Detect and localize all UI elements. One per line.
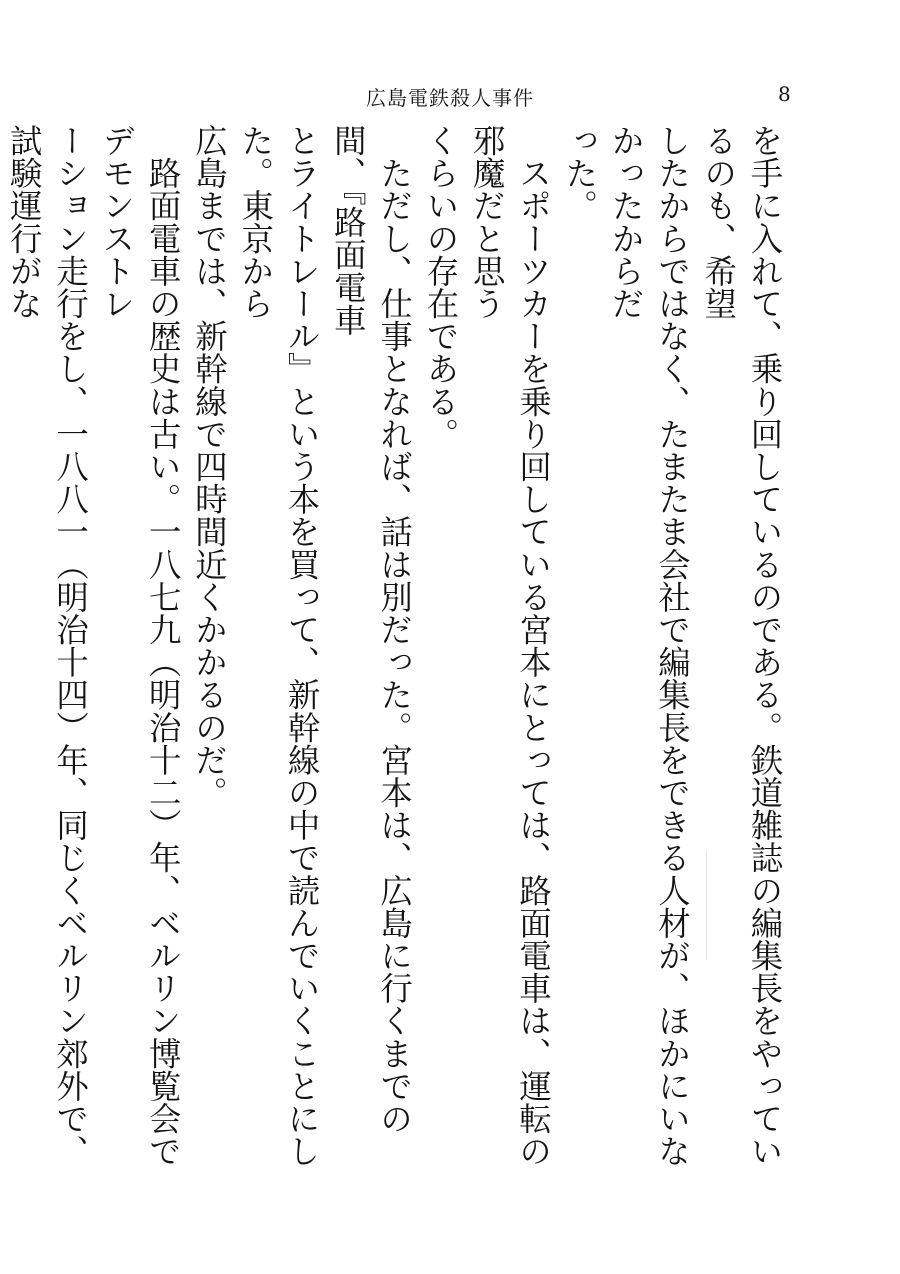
body-text: [5, 124, 788, 1184]
text-line: ただし、仕事となれば、話は別だった。宮本は、広島に行くまでの間、『路面電車: [329, 124, 414, 1135]
text-line: 広島までは、新幹線で四時間近くかかるのだ。: [190, 124, 229, 809]
text-line: くらいの存在である。: [421, 124, 460, 450]
page-number: 8: [778, 82, 791, 106]
text-line: 路面電車の歴史は古い。一八七九（明治十二）年、ベルリン博覧会でデモンストレ: [97, 124, 183, 1168]
text-line: ーション走行をし、一八八一（明治十四）年、同じくベルリン郊外で、試験運行がな: [5, 124, 90, 1168]
text-line: とライトレール』という本を買って、新幹線の中で読んでいくことにした。東京から: [236, 124, 322, 1168]
text-line: したからではなく、たまたま会社で編集長をできる人材が、ほかにいなかったからだ: [607, 124, 692, 1168]
text-line: スポーツカーを乗り回している宮本にとっては、路面電車は、運転の邪魔だと思う: [468, 124, 553, 1168]
running-title: 広島電鉄殺人事件: [366, 86, 534, 110]
text-line: った。: [560, 124, 599, 222]
text-line: を手に入れて、乗り回しているのである。鉄道雑誌の編集長をやっているのも、希望: [699, 124, 784, 1168]
text-line: [0, 124, 1, 1184]
scan-artifact-line: [706, 850, 707, 960]
